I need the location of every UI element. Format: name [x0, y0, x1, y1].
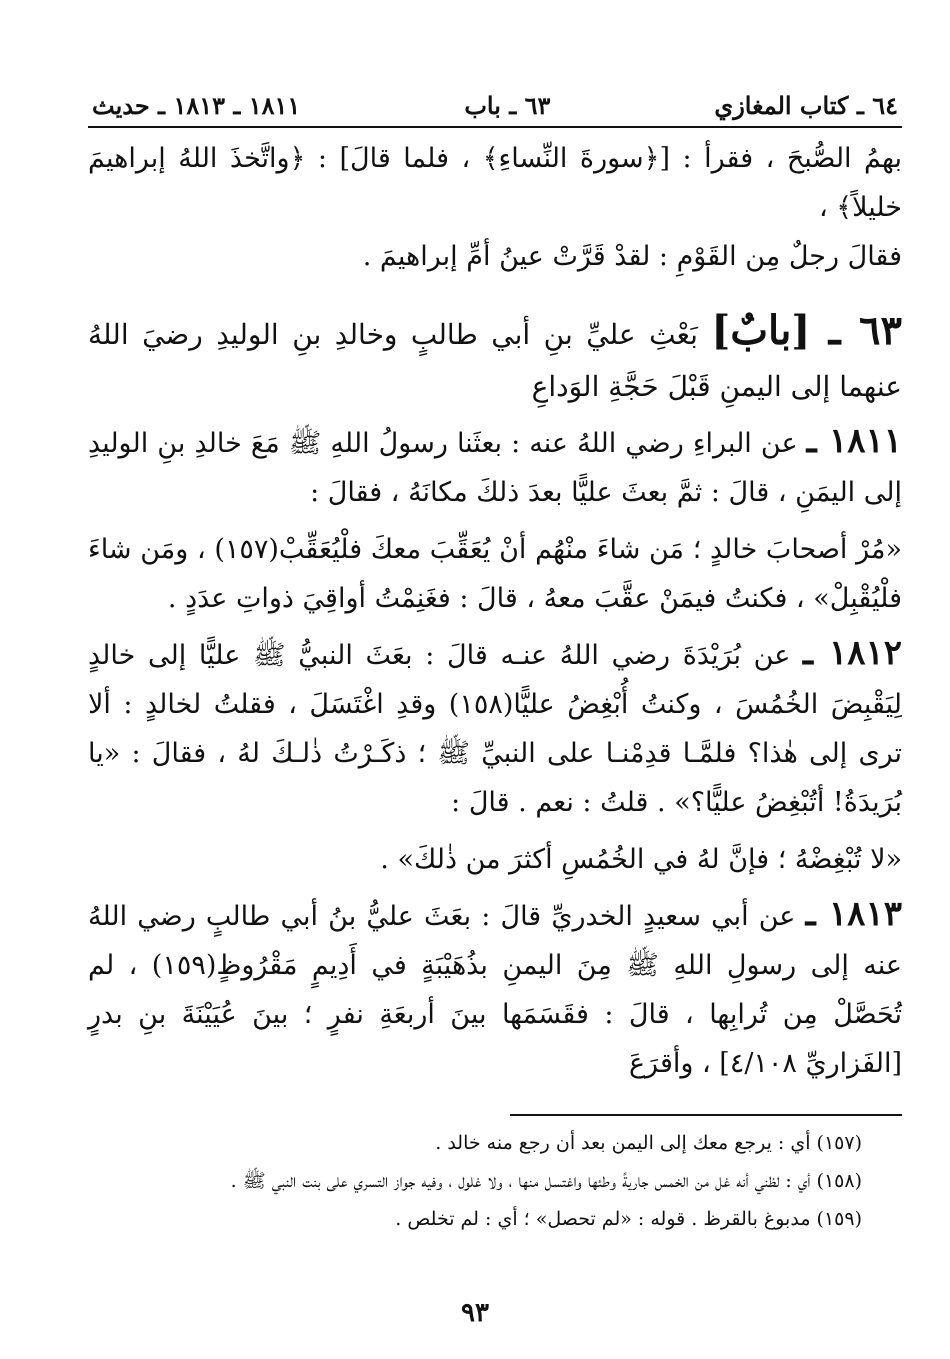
hadith-1811 — [88, 417, 902, 517]
footnotes — [88, 1124, 862, 1238]
chapter-title: بَعْثِ عليِّ بنِ أبي طالبٍ وخالدِ بنِ الوليدِ رضيَ اللهُ عنهما إلى اليمنِ قَبْلَ حَجَّةِ الوَداعِ — [88, 318, 902, 403]
page-body — [88, 134, 902, 1088]
hadith-1812 — [88, 629, 902, 827]
hadith-text-1813: عن أبي سعيدٍ الخدريِّ قالَ : بعَثَ عليُّ بنُ أبي طالبٍ رضي اللهُ عنه إلى رسولِ اللهِ ﷺ مِنَ اليمنِ بذُهَيْبَةٍ في أَدِيمٍ مَقْرُوظٍ(١٥٩) ، لم تُحَصَّلْ مِن تُرابِها ، قالَ : فقَسَمَها بينَ أربعَةِ نفرٍ ؛ بينَ عُيَيْنَةَ بنِ بدرٍ [الفَزاريِّ ٤/١٠٨] ، وأقرَعَ — [88, 901, 903, 1079]
running-header — [88, 86, 902, 128]
intro-line-1: بهمُ الصُّبحَ ، فقرأ : [﴿سورةَ النِّساءِ﴾ ، فلما قالَ] : ﴿واتَّخذَ اللهُ إبراهيمَ خليلاً﴾ ، — [88, 143, 902, 223]
page-number: ٩٣ — [461, 1298, 489, 1328]
chapter-heading — [88, 305, 902, 413]
footnote-divider — [510, 1114, 902, 1116]
footnote-157: (١٥٧) أي : يرجع معك إلى اليمن بعد أن رجع منه خالد . — [435, 1132, 862, 1154]
hadith-number-1813: ١٨١٣ ـ — [805, 894, 902, 934]
hadith-number-1811: ١٨١١ ـ — [806, 421, 902, 461]
header-book-title: ٦٤ ـ كتاب المغازي — [714, 91, 898, 120]
book-page — [88, 86, 902, 1088]
header-hadith-range: ١٨١١ ـ ١٨١٣ ـ حديث — [92, 91, 301, 120]
hadith-text-1811: عن البراءِ رضي اللهُ عنه : بعثَنا رسولُ اللهِ ﷺ مَعَ خالدِ بنِ الوليدِ إلى اليمَنِ ، قالَ : ثمَّ بعثَ عليًّا بعدَ ذلكَ مكانَهُ ، فقالَ : — [88, 428, 902, 508]
intro-line-2: فقالَ رجلٌ مِن القَوْمِ : لقدْ قَرَّتْ عينُ أمِّ إبراهيمَ . — [362, 241, 902, 272]
hadith-text-1812: عن بُرَيْدَةَ رضي اللهُ عنـه قالَ : بعَثَ النبيُّ ﷺ عليًّا إلى خالدٍ لِيَقْبِضَ الخُمُسَ ، وكنتُ أُبْغِضُ عليًّا(١٥٨) وقدِ اغْتَسَلَ ، فقلتُ لخالدٍ : ألا ترى إلى هٰذا؟ فلمَّـا قدِمْنـا على النبيِّ ﷺ ؛ ذكَـرْتُ ذٰلـكَ لهُ ، فقالَ : «يا بُرَيدَةُ! أتُبْغِضُ عليًّا؟» . قلتُ : نعم . قالَ : — [88, 640, 903, 818]
chapter-number: ٦٣ ـ [بابٌ] — [711, 307, 902, 354]
hadith-number-1812: ١٨١٢ ـ — [803, 633, 902, 673]
hadith-1813 — [88, 890, 902, 1088]
hadith-quote-1812: «لا تُبْغِضْهُ ؛ فإنَّ لهُ في الخُمُسِ أكثرَ من ذٰلكَ» . — [380, 844, 902, 875]
hadith-quote-1811: «مُرْ أصحابَ خالدٍ ؛ مَن شاءَ منْهُم أنْ يُعَقِّبَ معكَ فلْيُعَقِّبْ(١٥٧) ، ومَن شاءَ فلْيُقْبِلْ» ، فكنتُ فيمَنْ عقَّبَ معهُ ، قالَ : فغَنِمْتُ أواقِيَ ذواتِ عدَدٍ . — [88, 534, 902, 614]
footnote-159: (١٥٩) مدبوغ بالقرظ . قوله : «لم تحصل» ؛ أي : لم تخلص . — [395, 1208, 862, 1230]
footnote-158: (١٥٨) أي : لظني أنه غل من الخمس جاريةً وطئها واغتسل منها ، ولا غلول ، وفيه جواز التسري على بنت النبي ﷺ . — [230, 1170, 862, 1192]
header-chapter: ٦٣ ـ باب — [464, 91, 551, 120]
